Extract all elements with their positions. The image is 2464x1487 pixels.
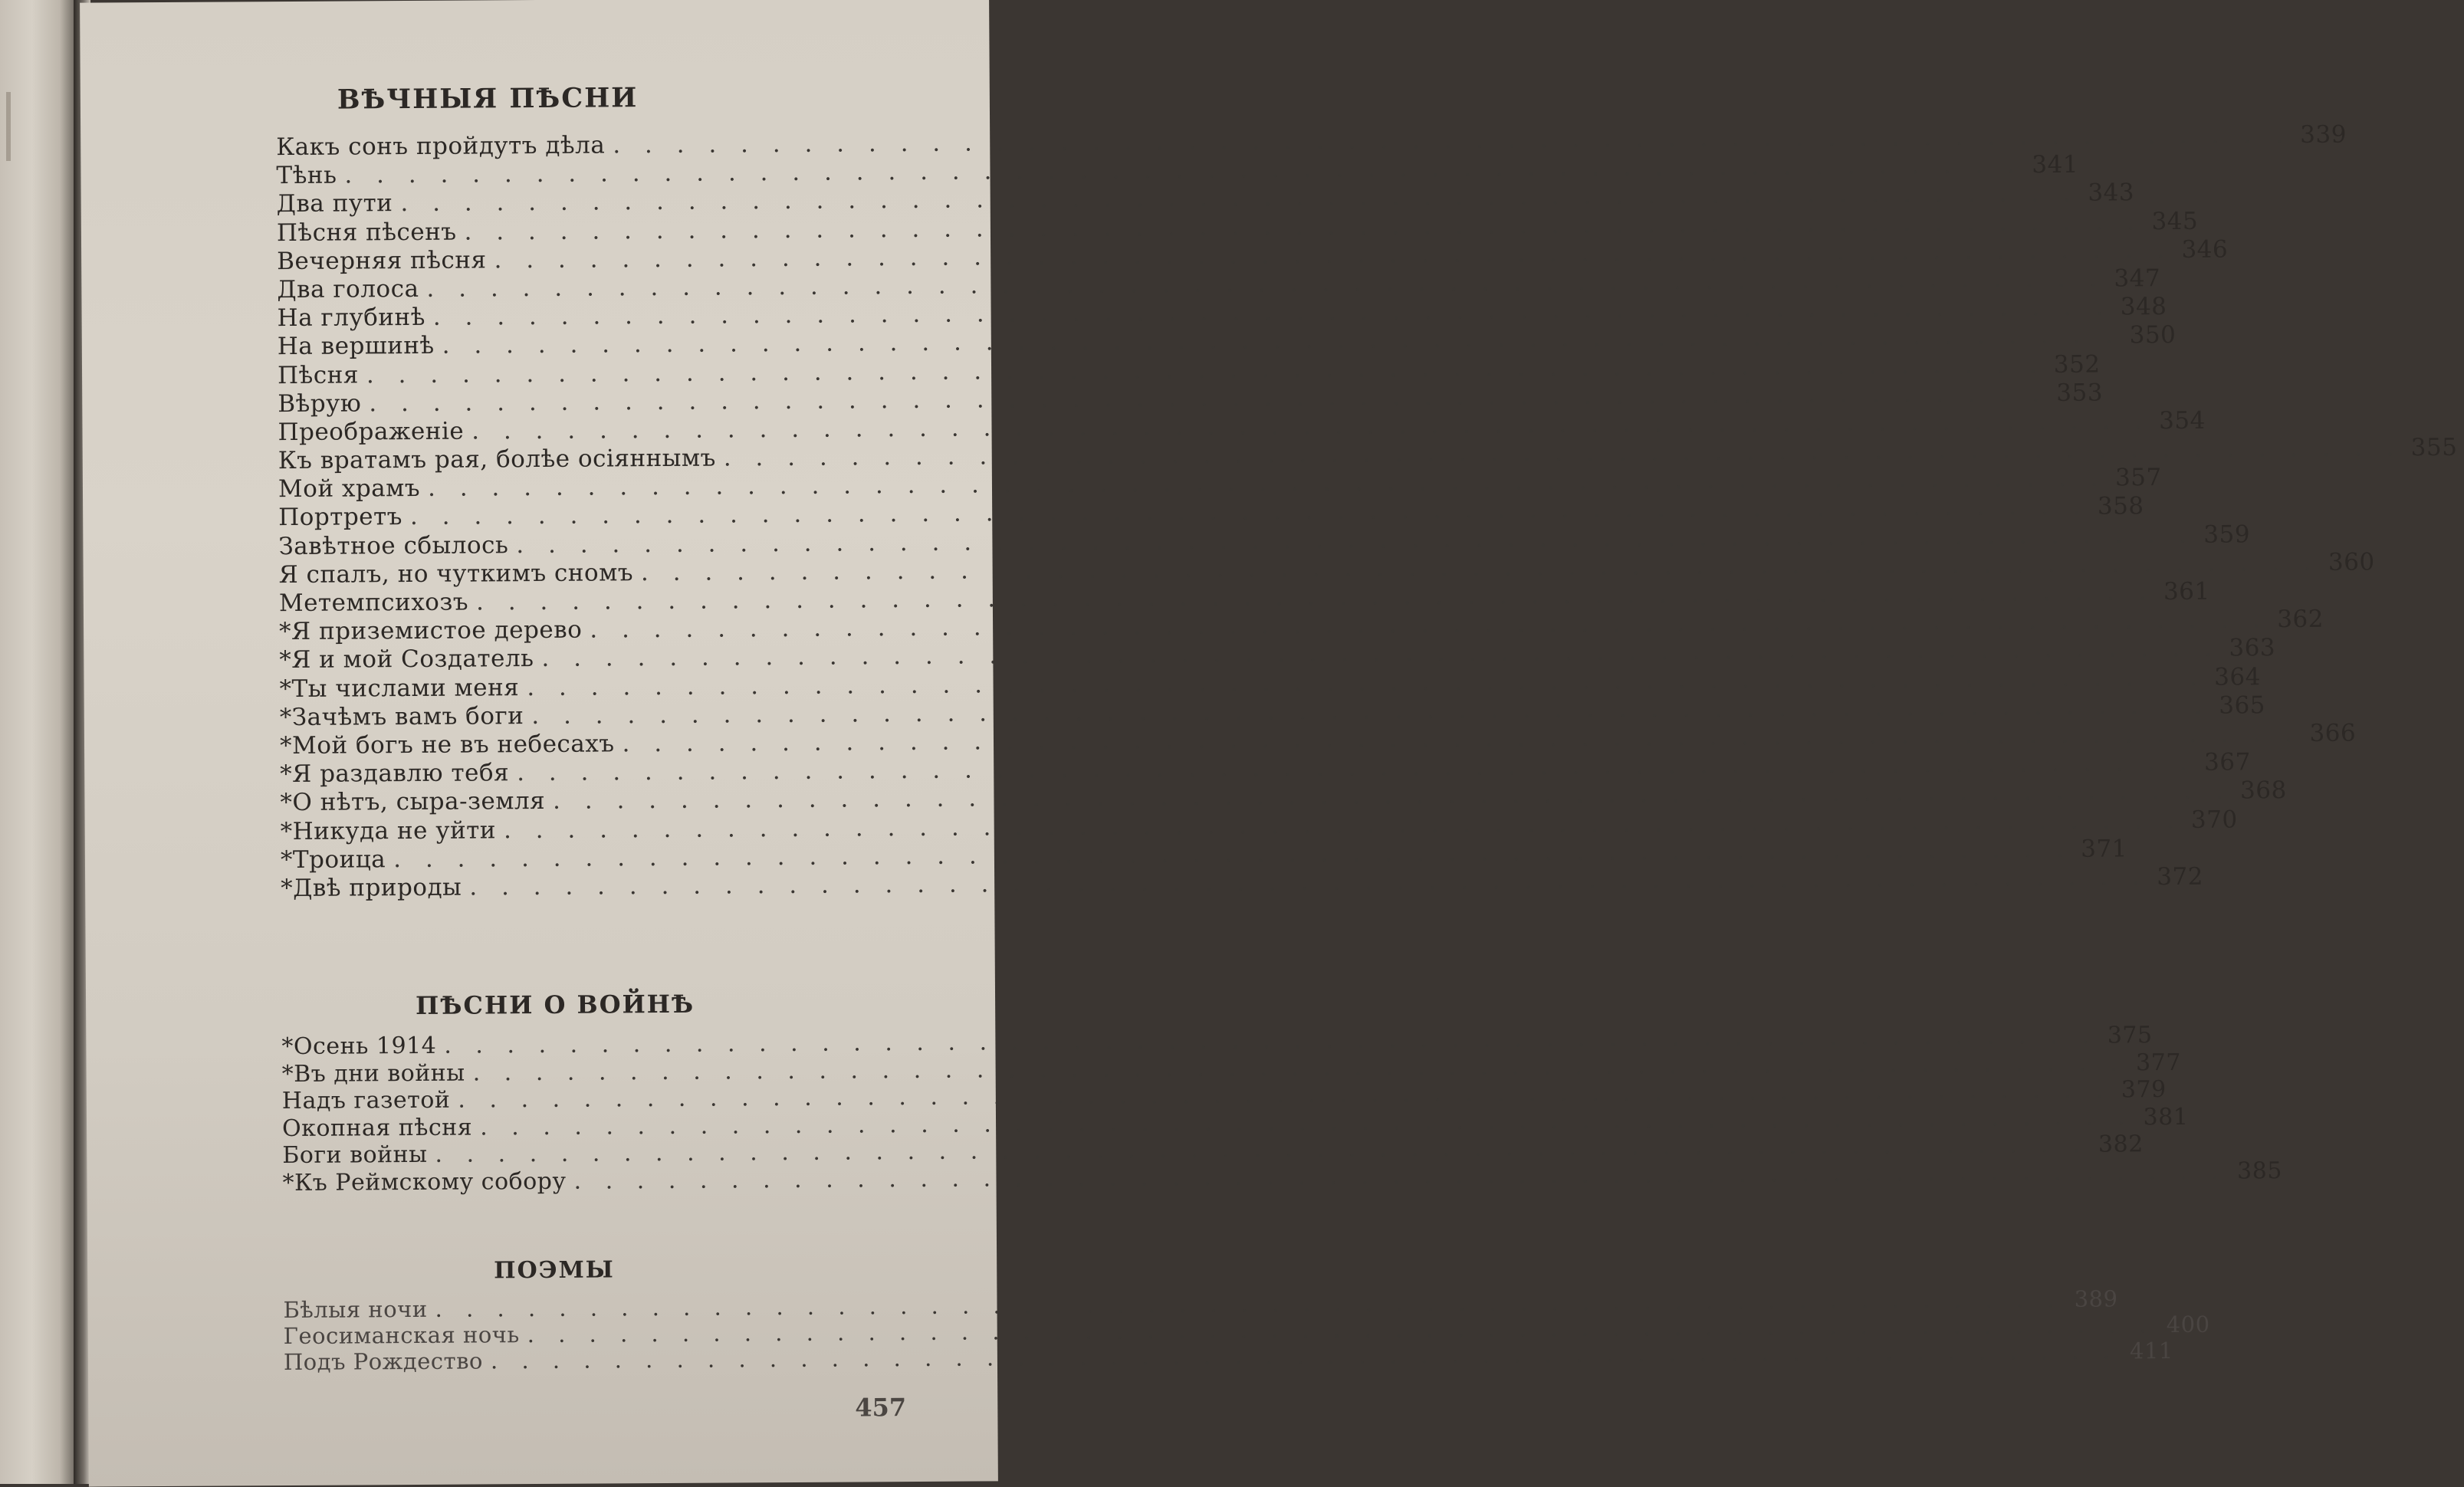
toc-entry-page: 352 (2053, 350, 2101, 379)
toc-entry-page: 339 (2300, 120, 2347, 149)
toc-entry-title: Два пути (276, 189, 393, 218)
toc-entry-page: 371 (2081, 835, 2127, 863)
toc-entry (280, 776, 2287, 818)
toc-entry-page: 366 (2309, 719, 2357, 747)
toc-entry-title: Какъ сонъ пройдутъ дѣла (276, 131, 606, 162)
toc-entry-page: 382 (2098, 1131, 2144, 1158)
toc-entry-title: *Осень 1914 (281, 1032, 437, 1061)
toc-entry-title: Вечерняя пѣсня (277, 246, 487, 275)
toc-entry (276, 179, 2135, 219)
toc-entry-title: Я спалъ, но чуткимъ сномъ (278, 559, 634, 589)
toc-entry-title: Пѣсня (277, 360, 359, 389)
toc-entry-page: 348 (2120, 293, 2167, 321)
toc-entry-page: 360 (2328, 548, 2375, 576)
toc-entry-title: Бѣлыя ночи (283, 1295, 428, 1324)
toc-entry (276, 150, 2079, 191)
toc-entry (276, 207, 2199, 248)
toc-entry-page: 355 (2410, 433, 2458, 462)
toc-entry-page: 362 (2277, 605, 2324, 634)
toc-entry-page: 379 (2121, 1076, 2167, 1104)
toc-entry-title: Подъ Рождество (283, 1347, 484, 1376)
toc-entry (279, 634, 2276, 675)
toc-list-eternal-songs (276, 120, 2458, 903)
toc-entry (281, 1049, 2181, 1088)
toc-entry (279, 719, 2357, 760)
toc-entry (277, 321, 2177, 362)
toc-entry (277, 235, 2229, 276)
toc-entry-page: 353 (2056, 379, 2104, 407)
toc-entry-title: Тѣнь (276, 161, 337, 190)
toc-entry-page: 341 (2032, 150, 2079, 179)
toc-entry-page: 364 (2214, 662, 2262, 691)
toc-entry-page: 350 (2129, 321, 2177, 350)
toc-entry (277, 350, 2101, 390)
toc-entry-page: 368 (2239, 776, 2287, 805)
toc-entry (278, 548, 2375, 589)
toc-entry-page: 365 (2219, 691, 2266, 720)
toc-entry (282, 1157, 2282, 1196)
toc-entry-page: 347 (2114, 264, 2161, 293)
toc-entry-page: 357 (2114, 464, 2162, 492)
toc-entry-title: На глубинѣ (277, 304, 425, 333)
section-title-poems: ПОЭМЫ (494, 1256, 615, 1285)
toc-entry-page: 389 (2074, 1285, 2118, 1312)
toc-entry-title: Къ вратамъ рая, болѣе осіяннымъ (278, 444, 716, 475)
toc-entry-title: Метемпсихозъ (278, 588, 469, 618)
toc-entry (283, 1311, 2210, 1350)
toc-entry-page: 372 (2157, 862, 2204, 891)
toc-entry-title: Мой храмъ (278, 474, 421, 504)
page-number: 457 (855, 1393, 907, 1423)
toc-list-poems (283, 1285, 2210, 1376)
toc-entry-page: 354 (2159, 406, 2206, 435)
toc-entry-title: *Къ Реймскому собору (282, 1167, 567, 1196)
toc-list-war-songs (281, 1022, 2282, 1196)
toc-entry-title: *Двѣ природы (281, 873, 462, 902)
toc-entry-page: 343 (2088, 179, 2135, 208)
toc-entry (280, 835, 2127, 875)
toc-entry-title: Боги войны (282, 1141, 428, 1170)
toc-entry-page: 346 (2181, 235, 2229, 264)
toc-entry-page: 377 (2136, 1049, 2181, 1076)
toc-entry-title: Завѣтное сбылось (278, 530, 509, 560)
toc-entry-page: 385 (2236, 1157, 2282, 1184)
toc-entry-page: 358 (2097, 492, 2144, 521)
toc-entry-title: *Никуда не уйти (280, 816, 497, 845)
toc-entry-title: Надъ газетой (281, 1086, 451, 1115)
toc-entry (279, 605, 2324, 647)
toc-entry-title: Пѣсня пѣсенъ (276, 218, 457, 247)
toc-entry-title: *Мой богъ не въ небесахъ (279, 730, 615, 760)
toc-entry (278, 379, 2104, 419)
toc-entry-title: Вѣрую (278, 389, 362, 418)
toc-entry (281, 1076, 2167, 1115)
toc-entry-title: Преображеніе (278, 417, 465, 446)
toc-entry-title: *Ты числами меня (279, 673, 520, 703)
toc-entry-page: 359 (2203, 520, 2251, 549)
toc-entry-page: 375 (2107, 1022, 2153, 1049)
toc-entry-title: *Я приземистое дерево (279, 615, 583, 646)
toc-entry-title: Геосиманская ночь (283, 1321, 520, 1350)
section-title-eternal-songs: ВѢЧНЫЯ ПѢСНИ (337, 82, 639, 116)
toc-entry-title: *Троица (280, 845, 386, 874)
toc-entry (277, 264, 2161, 304)
toc-entry-title: *Я раздавлю тебя (280, 759, 510, 789)
toc-entry (278, 577, 2210, 618)
left-page-marks (6, 92, 11, 161)
toc-entry-title: *Я и мой Создатель (279, 645, 534, 675)
toc-entry-title: Окопная пѣсня (281, 1114, 473, 1142)
toc-entry (278, 464, 2162, 504)
toc-entry-title: Портретъ (278, 503, 403, 532)
toc-entry-page: 411 (2129, 1337, 2173, 1364)
toc-entry-page: 363 (2229, 634, 2276, 662)
toc-entry (280, 805, 2238, 846)
section-title-war-songs: ПѢСНИ О ВОЙНѢ (415, 989, 695, 1020)
toc-entry-title: *Въ дни войны (281, 1059, 465, 1088)
toc-entry-page: 381 (2143, 1103, 2189, 1131)
toc-entry (281, 1022, 2153, 1061)
toc-entry-title: *О нѣтъ, сыра-земля (280, 787, 546, 817)
toc-page (80, 0, 2458, 1487)
toc-entry-title: Два голоса (277, 274, 419, 304)
toc-entry (276, 120, 2347, 162)
toc-entry-title: На вершинѣ (277, 332, 435, 361)
toc-entry (282, 1131, 2144, 1170)
toc-entry (279, 662, 2262, 704)
toc-entry (278, 492, 2144, 533)
toc-entry (281, 1103, 2189, 1142)
toc-entry (279, 691, 2266, 732)
toc-entry (278, 406, 2206, 447)
toc-entry (277, 293, 2167, 333)
toc-entry (278, 520, 2251, 561)
toc-entry (280, 748, 2251, 789)
toc-entry-page: 361 (2163, 577, 2210, 606)
toc-entry (278, 433, 2458, 475)
toc-entry (283, 1285, 2118, 1324)
toc-entry (281, 862, 2204, 903)
toc-entry-page: 367 (2204, 748, 2251, 776)
toc-entry-page: 370 (2190, 805, 2238, 834)
toc-entry (283, 1337, 2173, 1376)
toc-entry-page: 345 (2151, 207, 2199, 235)
toc-entry-page: 400 (2166, 1311, 2210, 1338)
toc-entry-title: *Зачѣмъ вамъ боги (279, 701, 524, 731)
left-page-edge (0, 0, 80, 1484)
